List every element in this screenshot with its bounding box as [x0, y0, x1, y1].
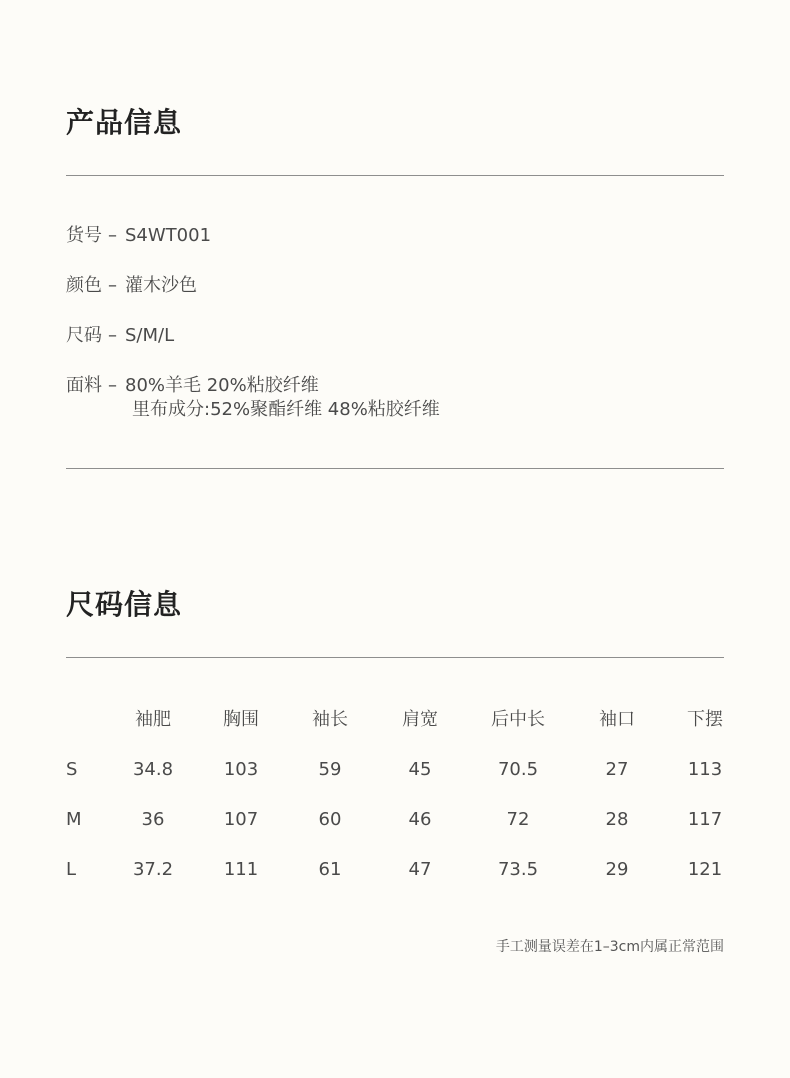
info-label: 面料 [66, 375, 102, 396]
info-separator: – [108, 375, 117, 396]
table-cell: 36 [141, 809, 165, 830]
info-label: 颜色 [66, 275, 102, 296]
column-header: 袖口 [599, 709, 635, 730]
info-value: S/M/L [125, 325, 175, 346]
info-label: 货号 [66, 225, 102, 246]
info-row-color [66, 274, 197, 298]
row-size-label: M [66, 809, 82, 830]
product-info-title: 产品信息 [66, 106, 183, 139]
info-value: 灌木沙色 [125, 275, 197, 296]
info-row-size [66, 324, 174, 348]
column-header: 后中长 [491, 709, 545, 730]
size-info-title: 尺码信息 [66, 588, 183, 621]
info-row-item-number [66, 224, 211, 248]
table-cell: 59 [318, 759, 342, 780]
product-info-divider-bottom [66, 468, 724, 469]
table-cell: 27 [605, 759, 629, 780]
table-cell: 47 [408, 859, 432, 880]
size-info-divider [66, 657, 724, 658]
table-cell: 28 [605, 809, 629, 830]
table-cell: 107 [223, 809, 259, 830]
table-cell: 103 [223, 759, 259, 780]
table-cell: 70.5 [497, 759, 539, 780]
info-value: S4WT001 [125, 225, 212, 246]
table-cell: 29 [605, 859, 629, 880]
table-cell: 37.2 [132, 859, 174, 880]
table-cell: 61 [318, 859, 342, 880]
table-cell: 121 [687, 859, 723, 880]
measurement-note: 手工测量误差在1–3cm内属正常范围 [495, 939, 724, 955]
table-cell: 46 [408, 809, 432, 830]
info-separator: – [108, 325, 117, 346]
table-cell: 60 [318, 809, 342, 830]
column-header: 袖肥 [135, 709, 171, 730]
row-size-label: L [66, 859, 77, 880]
table-cell: 72 [506, 809, 530, 830]
product-info-divider-top [66, 175, 724, 176]
table-cell: 73.5 [497, 859, 539, 880]
info-label: 尺码 [66, 325, 102, 346]
column-header: 下摆 [687, 709, 723, 730]
info-row-fabric [66, 374, 440, 420]
info-separator: – [108, 275, 117, 296]
table-cell: 113 [687, 759, 723, 780]
column-header: 肩宽 [402, 709, 438, 730]
info-value-lining: 里布成分:52%聚酯纤维 48%粘胶纤维 [132, 399, 440, 420]
row-size-label: S [66, 759, 78, 780]
table-cell: 45 [408, 759, 432, 780]
table-cell: 117 [687, 809, 723, 830]
table-cell: 111 [223, 859, 259, 880]
column-header: 胸围 [223, 709, 259, 730]
table-cell: 34.8 [132, 759, 174, 780]
info-value: 80%羊毛 20%粘胶纤维 [125, 375, 319, 396]
info-separator: – [108, 225, 117, 246]
column-header: 袖长 [312, 709, 348, 730]
